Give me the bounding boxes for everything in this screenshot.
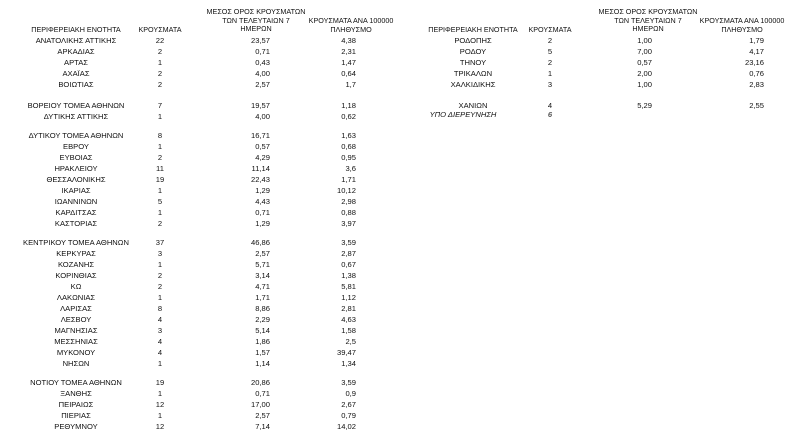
left-table-per-100k-value: 2,87 [341, 249, 356, 258]
left-table-avg-value: 46,86 [250, 238, 270, 247]
left-table-per-100k-value: 2,31 [341, 47, 356, 56]
left-table-per-100k-value: 1,7 [345, 80, 356, 89]
left-table-unit-name: ΒΟΡΕΙΟΥ ΤΟΜΕΑ ΑΘΗΝΩΝ [27, 101, 125, 110]
left-table-cases-value: 12 [155, 400, 165, 409]
left-table-row [0, 164, 800, 174]
left-table-row [0, 271, 800, 281]
left-table-cases-value: 12 [155, 422, 165, 431]
left-table-cases-value: 3 [157, 249, 163, 258]
right-header-per [690, 17, 794, 34]
left-table-avg-value: 3,14 [255, 271, 270, 280]
left-table-cases-value: 11 [156, 164, 164, 173]
left-table-per-100k-value: 10,12 [336, 186, 356, 195]
right-table-avg-value: 0,57 [637, 58, 652, 67]
left-table-unit-name: ΚΕΡΚΥΡΑΣ [56, 249, 96, 258]
left-table-cases-value: 3 [157, 326, 163, 335]
left-table-cases-value: 1 [157, 293, 163, 302]
left-table-cases-value: 2 [157, 282, 163, 291]
left-table-row [0, 197, 800, 207]
left-table-cases-value: 8 [157, 131, 163, 140]
left-table-unit-name: ΔΥΤΙΚΗΣ ΑΤΤΙΚΗΣ [43, 112, 109, 121]
right-table-per-100k-value: 4,17 [749, 47, 764, 56]
left-table-per-100k-value: 0,79 [341, 411, 356, 420]
right-table-per-100k-value: 2,83 [749, 80, 764, 89]
right-header-cases: ΚΡΟΥΣΜΑΤΑ [528, 25, 572, 34]
left-table-avg-value: 0,43 [255, 58, 270, 67]
left-table-per-100k-value: 1,12 [341, 293, 356, 302]
right-table-unit-name: ΧΑΝΙΩΝ [458, 101, 488, 110]
left-table-per-100k-value: 2,81 [341, 304, 356, 313]
left-table-per-100k-value: 4,63 [341, 315, 356, 324]
left-table-per-100k-value: 2,5 [345, 337, 356, 346]
right-table-unit-name: ΡΟΔΟΥ [459, 47, 487, 56]
right-table-avg-value: 5,29 [637, 101, 652, 110]
left-table-unit-name: ΚΩ [70, 282, 82, 291]
left-header-cases: ΚΡΟΥΣΜΑΤΑ [138, 25, 182, 34]
left-table-row [0, 315, 800, 325]
left-table-avg-value: 11,14 [251, 164, 270, 173]
left-table-unit-name: ΗΡΑΚΛΕΙΟΥ [54, 164, 98, 173]
left-table-row [0, 186, 800, 196]
right-header-per-line2: ΠΛΗΘΥΣΜΟ [721, 24, 763, 34]
pending-row [0, 110, 800, 120]
right-table-per-100k-value: 0,76 [749, 69, 764, 78]
pending-label: ΥΠΟ ΔΙΕΡΕΥΝΗΣΗ [429, 110, 497, 119]
left-table-cases-value: 7 [157, 101, 163, 110]
left-table-per-100k-value: 0,62 [341, 112, 356, 121]
right-table-cases-value: 3 [547, 80, 553, 89]
right-table-row [0, 36, 800, 46]
left-table-unit-name: ΠΙΕΡΙΑΣ [61, 411, 91, 420]
left-table-unit-name: ΕΥΒΟΙΑΣ [59, 153, 93, 162]
left-table-avg-value: 1,86 [255, 337, 270, 346]
left-table-unit-name: ΞΑΝΘΗΣ [60, 389, 92, 398]
right-table-per-100k-value: 2,55 [749, 101, 764, 110]
left-table-row [0, 131, 800, 141]
left-table-unit-name: ΛΑΚΩΝΙΑΣ [56, 293, 96, 302]
left-table-avg-value: 4,43 [255, 197, 270, 206]
left-table-avg-value: 8,86 [255, 304, 270, 313]
left-table-unit-name: ΒΟΙΩΤΙΑΣ [58, 80, 94, 89]
left-table-unit-name: ΙΩΑΝΝΙΝΩΝ [54, 197, 98, 206]
left-table-per-100k-value: 4,38 [341, 36, 356, 45]
left-table-cases-value: 1 [157, 411, 163, 420]
left-table-per-100k-value: 0,64 [341, 69, 356, 78]
left-table-avg-value: 19,57 [250, 101, 270, 110]
left-table-cases-value: 2 [157, 69, 163, 78]
left-table-per-100k-value: 14,02 [336, 422, 356, 431]
left-table-unit-name: ΑΡΤΑΣ [64, 58, 88, 67]
left-table-cases-value: 5 [157, 197, 163, 206]
left-header-per-line2: ΠΛΗΘΥΣΜΟ [330, 24, 372, 34]
left-table-cases-value: 2 [157, 47, 163, 56]
right-header-unit: ΠΕΡΙΦΕΡΕΙΑΚΗ ΕΝΟΤΗΤΑ [428, 25, 518, 34]
left-table-avg-value: 1,71 [255, 293, 270, 302]
left-table-cases-value: 2 [157, 80, 163, 89]
left-table-cases-value: 1 [157, 389, 163, 398]
left-table-row [0, 260, 800, 270]
left-table-avg-value: 20,86 [250, 378, 270, 387]
left-table-per-100k-value: 0,68 [341, 142, 356, 151]
left-table-row [0, 249, 800, 259]
left-table-cases-value: 22 [155, 36, 165, 45]
left-table-row [0, 378, 800, 388]
right-table-unit-name: ΧΑΛΚΙΔΙΚΗΣ [450, 80, 496, 89]
left-table-unit-name: ΜΕΣΣΗΝΙΑΣ [54, 337, 98, 346]
left-table-unit-name: ΚΟΖΑΝΗΣ [57, 260, 95, 269]
left-table-per-100k-value: 1,38 [341, 271, 356, 280]
left-table-cases-value: 1 [157, 260, 163, 269]
left-table-cases-value: 1 [157, 142, 163, 151]
left-table-unit-name: ΑΡΚΑΔΙΑΣ [57, 47, 95, 56]
left-table-per-100k-value: 39,47 [336, 348, 356, 357]
right-table-avg-value: 2,00 [637, 69, 652, 78]
left-table-avg-value: 4,71 [255, 282, 270, 291]
left-table-per-100k-value: 3,6 [345, 164, 356, 173]
left-table-cases-value: 4 [157, 315, 163, 324]
left-table-avg-value: 4,29 [255, 153, 270, 162]
right-table-cases-value: 2 [547, 58, 553, 67]
left-table-unit-name: ΑΧΑΪΑΣ [62, 69, 90, 78]
left-table-cases-value: 4 [157, 348, 163, 357]
left-table-per-100k-value: 1,71 [341, 175, 356, 184]
left-table-avg-value: 0,71 [255, 389, 270, 398]
left-table-avg-value: 0,71 [255, 208, 270, 217]
left-table-row [0, 238, 800, 248]
right-table-cases-value: 2 [547, 36, 553, 45]
left-table-unit-name: ΚΕΝΤΡΙΚΟΥ ΤΟΜΕΑ ΑΘΗΝΩΝ [23, 238, 129, 247]
left-table-per-100k-value: 1,63 [341, 131, 356, 140]
left-table-cases-value: 2 [157, 271, 163, 280]
left-table-row [0, 282, 800, 292]
left-header-per [302, 17, 400, 34]
left-table-cases-value: 1 [157, 186, 163, 195]
left-table-unit-name: ΕΒΡΟΥ [63, 142, 89, 151]
right-table-avg-value: 1,00 [637, 36, 652, 45]
left-header-per-line1: ΚΡΟΥΣΜΑΤΑ ΑΝΑ 100000 [308, 16, 394, 25]
left-table-unit-name: ΠΕΙΡΑΙΩΣ [58, 400, 94, 409]
right-table-cases-value: 4 [547, 101, 553, 110]
left-table-unit-name: ΝΗΣΩΝ [62, 359, 90, 368]
left-table-row [0, 293, 800, 303]
left-table-avg-value: 1,29 [255, 186, 270, 195]
left-table-cases-value: 1 [157, 208, 163, 217]
right-table-row [0, 80, 800, 90]
left-table-unit-name: ΜΥΚΟΝΟΥ [56, 348, 96, 357]
left-table-row [0, 153, 800, 163]
left-table-cases-value: 19 [155, 175, 165, 184]
left-table-avg-value: 2,29 [255, 315, 270, 324]
left-header-avg-line3: ΗΜΕΡΩΝ [240, 24, 272, 33]
left-table-per-100k-value: 3,59 [341, 378, 356, 387]
left-table-unit-name: ΙΚΑΡΙΑΣ [61, 186, 91, 195]
left-table-per-100k-value: 0,9 [345, 389, 356, 398]
left-table-unit-name: ΜΑΓΝΗΣΙΑΣ [54, 326, 98, 335]
left-table-cases-value: 2 [157, 219, 163, 228]
left-table-cases-value: 1 [157, 58, 163, 67]
left-table-per-100k-value: 1,18 [341, 101, 356, 110]
left-table-avg-value: 22,43 [250, 175, 270, 184]
left-table-avg-value: 0,57 [255, 142, 270, 151]
left-table-cases-value: 8 [157, 304, 163, 313]
right-table-per-100k-value: 23,16 [744, 58, 764, 67]
right-header-avg-line2: ΤΩΝ ΤΕΛΕΥΤΑΙΩΝ 7 [614, 15, 682, 25]
left-table-avg-value: 5,14 [255, 326, 270, 335]
left-table-avg-value: 4,00 [255, 112, 270, 121]
left-table-unit-name: ΔΥΤΙΚΟΥ ΤΟΜΕΑ ΑΘΗΝΩΝ [28, 131, 124, 140]
left-table-per-100k-value: 1,47 [341, 58, 356, 67]
right-table-avg-value: 1,00 [637, 80, 652, 89]
left-table-unit-name: ΚΑΡΔΙΤΣΑΣ [55, 208, 97, 217]
right-table-row [0, 58, 800, 68]
right-header-avg [592, 8, 704, 34]
left-table-per-100k-value: 2,98 [341, 197, 356, 206]
left-table-avg-value: 4,00 [255, 69, 270, 78]
right-header-avg-line1: ΜΕΣΟΣ ΟΡΟΣ ΚΡΟΥΣΜΑΤΩΝ [598, 7, 698, 16]
left-table-unit-name: ΡΕΘΥΜΝΟΥ [54, 422, 98, 431]
left-table-row [0, 175, 800, 185]
left-table-cases-value: 1 [157, 112, 163, 121]
right-table-cases-value: 1 [547, 69, 553, 78]
left-table-row [0, 326, 800, 336]
left-table-cases-value: 19 [155, 378, 165, 387]
right-table-cases-value: 5 [547, 47, 553, 56]
right-header-per-line1: ΚΡΟΥΣΜΑΤΑ ΑΝΑ 100000 [699, 16, 785, 25]
left-table-row [0, 359, 800, 369]
right-header-avg-line3: ΗΜΕΡΩΝ [632, 24, 664, 33]
left-table-avg-value: 2,57 [255, 249, 270, 258]
left-table-per-100k-value: 5,81 [341, 282, 356, 291]
right-table-avg-value: 7,00 [637, 47, 652, 56]
left-table-row [0, 208, 800, 218]
left-table-unit-name: ΚΑΣΤΟΡΙΑΣ [54, 219, 98, 228]
right-table-unit-name: ΡΟΔΟΠΗΣ [454, 36, 492, 45]
left-header-avg-line2: ΤΩΝ ΤΕΛΕΥΤΑΙΩΝ 7 [222, 15, 290, 25]
left-table-row [0, 389, 800, 399]
left-table-per-100k-value: 3,59 [341, 238, 356, 247]
left-table-cases-value: 2 [157, 153, 163, 162]
left-table-per-100k-value: 3,97 [341, 219, 356, 228]
left-table-cases-value: 1 [157, 359, 163, 368]
left-table-per-100k-value: 2,67 [341, 400, 356, 409]
left-table-row [0, 219, 800, 229]
left-table-avg-value: 16,71 [250, 131, 270, 140]
right-table-row [0, 69, 800, 79]
left-table-avg-value: 2,57 [255, 411, 270, 420]
left-table-avg-value: 5,71 [255, 260, 270, 269]
left-table-row [0, 411, 800, 421]
left-header-avg [200, 8, 312, 34]
left-table-row [0, 304, 800, 314]
left-table-per-100k-value: 0,95 [341, 153, 356, 162]
right-table-row [0, 47, 800, 57]
left-table-row [0, 142, 800, 152]
left-table-cases-value: 4 [157, 337, 163, 346]
left-table-avg-value: 1,57 [255, 348, 270, 357]
left-table-avg-value: 1,29 [255, 219, 270, 228]
left-header-avg-line1: ΜΕΣΟΣ ΟΡΟΣ ΚΡΟΥΣΜΑΤΩΝ [206, 7, 306, 16]
left-table-row [0, 337, 800, 347]
left-table-avg-value: 7,14 [255, 422, 270, 431]
left-table-unit-name: ΝΟΤΙΟΥ ΤΟΜΕΑ ΑΘΗΝΩΝ [30, 378, 122, 387]
left-table-unit-name: ΛΕΣΒΟΥ [60, 315, 92, 324]
left-table-avg-value: 23,57 [250, 36, 270, 45]
left-table-avg-value: 0,71 [255, 47, 270, 56]
left-table-avg-value: 17,00 [250, 400, 270, 409]
left-table-unit-name: ΛΑΡΙΣΑΣ [60, 304, 92, 313]
left-table-row [0, 348, 800, 358]
pending-cases: 6 [547, 110, 553, 119]
right-table-per-100k-value: 1,79 [749, 36, 764, 45]
right-table-unit-name: ΤΡΙΚΑΛΩΝ [453, 69, 493, 78]
left-table-per-100k-value: 0,88 [341, 208, 356, 217]
left-table-per-100k-value: 1,34 [341, 359, 356, 368]
left-table-row [0, 400, 800, 410]
left-header-unit: ΠΕΡΙΦΕΡΕΙΑΚΗ ΕΝΟΤΗΤΑ [31, 25, 121, 34]
left-table-unit-name: ΑΝΑΤΟΛΙΚΗΣ ΑΤΤΙΚΗΣ [35, 36, 117, 45]
left-table-avg-value: 2,57 [255, 80, 270, 89]
right-table-unit-name: ΤΗΝΟΥ [459, 58, 487, 67]
left-table-avg-value: 1,14 [255, 359, 270, 368]
left-table-per-100k-value: 0,67 [341, 260, 356, 269]
left-table-per-100k-value: 1,58 [341, 326, 356, 335]
left-table-unit-name: ΘΕΣΣΑΛΟΝΙΚΗΣ [46, 175, 106, 184]
left-table-unit-name: ΚΟΡΙΝΘΙΑΣ [55, 271, 97, 280]
left-table-cases-value: 37 [155, 238, 165, 247]
